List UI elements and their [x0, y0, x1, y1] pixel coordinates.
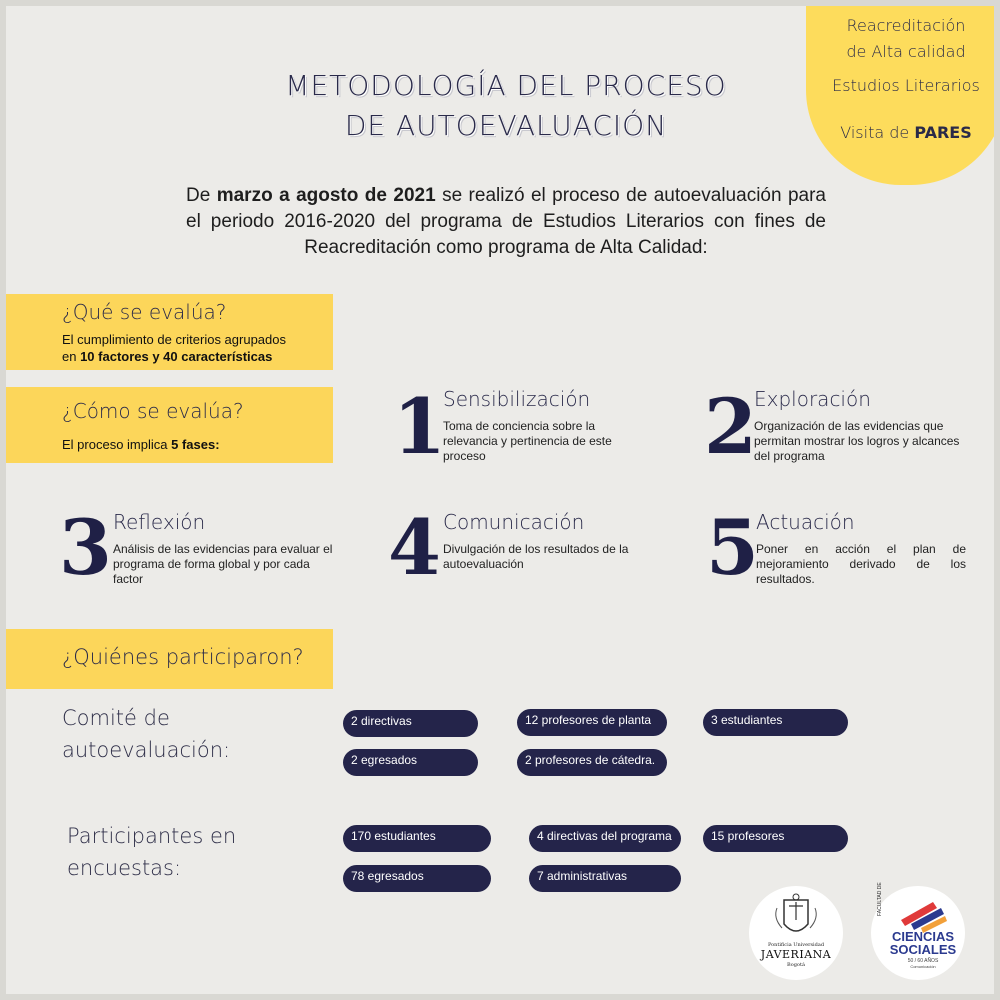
intro-post: se realizó el proceso de autoevaluación para el periodo 2016-2020 del programa de Estudios Literarios con fines de Reacreditación como programa de Alta Calidad:: [186, 185, 826, 258]
phase-1-title: Sensibilización: [443, 387, 591, 411]
comite-pill-profesores-planta: 12 profesores de planta: [517, 709, 667, 736]
phase-2-number: 2: [704, 382, 757, 471]
badge-line-1: Reacreditación: [846, 16, 966, 35]
badge-visit-bold: PARES: [914, 123, 972, 142]
comite-label-1: Comité de: [62, 706, 170, 730]
comite-label: [62, 702, 230, 766]
ciencias-word-2: SOCIALES: [889, 942, 957, 957]
badge-line-3: Estudios Literarios: [832, 76, 980, 95]
encuestas-pill-administrativas: 7 administrativas: [529, 865, 681, 892]
encuestas-pill-directivas: 4 directivas del programa: [529, 825, 681, 852]
intro-bold: marzo a agosto de 2021: [216, 185, 436, 206]
phase-2-desc: Organización de las evidencias que permitan mostrar los logros y alcances del programa: [754, 419, 960, 463]
que-line-2-bold: 10 factores y 40 características: [80, 349, 273, 364]
que-line-1: El cumplimiento de criterios agrupados: [62, 332, 286, 347]
encuestas-label-2: encuestas:: [67, 856, 182, 880]
phase-5-title: Actuación: [756, 510, 855, 534]
reaccreditation-badge: [806, 6, 994, 185]
comite-pill-egresados: 2 egresados: [343, 749, 478, 776]
como-se-evalua-box: [6, 387, 333, 463]
phase-1-number: 1: [393, 382, 446, 471]
quienes-box: [6, 629, 333, 689]
encuestas-pill-profesores: 15 profesores: [703, 825, 848, 852]
encuestas-label: [67, 820, 236, 884]
javeriana-logo: [749, 886, 843, 980]
badge-line-2: de Alta calidad: [846, 42, 966, 61]
ciencias-sociales-logo: [871, 882, 965, 980]
phase-4-desc: Divulgación de los resultados de la autoevaluación: [443, 542, 629, 571]
comite-pill-estudiantes: 3 estudiantes: [703, 709, 848, 736]
phase-3-number: 3: [59, 503, 112, 592]
que-line-2: [62, 349, 272, 364]
comite-pill-profesores-catedra: 2 profesores de cátedra.: [517, 749, 667, 776]
encuestas-pill-egresados: 78 egresados: [343, 865, 491, 892]
javeriana-small-text: Pontificia Universidad: [767, 942, 825, 948]
title-line-1: METODOLOGÍA DEL PROCESO: [285, 69, 727, 102]
title-line-2: DE AUTOEVALUACIÓN: [344, 109, 668, 142]
como-heading: ¿Cómo se evalúa?: [62, 399, 244, 423]
badge-visit: [806, 123, 994, 142]
comite-label-2: autoevaluación:: [62, 738, 231, 762]
ciencias-years: 50 / 60 AÑOS: [907, 958, 939, 964]
quienes-heading: ¿Quiénes participaron?: [62, 645, 304, 669]
javeriana-name: JAVERIANA: [760, 948, 832, 961]
javeriana-city: Bogotá: [787, 962, 805, 968]
que-heading: ¿Qué se evalúa?: [62, 300, 227, 324]
como-text: [62, 437, 220, 452]
intro-paragraph: [186, 183, 826, 261]
phase-5-desc: Poner en acción el plan de mejoramiento derivado de los resultados.: [756, 542, 966, 586]
badge-visit-prefix: Visita de: [840, 123, 910, 142]
encuestas-pill-estudiantes: 170 estudiantes: [343, 825, 491, 852]
como-text-pre: El proceso implica: [62, 437, 172, 452]
phase-1-desc: Toma de conciencia sobre la relevancia y pertinencia de este proceso: [443, 419, 612, 463]
phase-4-title: Comunicación: [443, 510, 585, 534]
phase-2-title: Exploración: [754, 387, 871, 411]
page-title: [226, 66, 786, 146]
phase-3-title: Reflexión: [113, 510, 206, 534]
que-line-2-pre: en: [62, 349, 81, 364]
comite-pill-directivas: 2 directivas: [343, 710, 478, 737]
encuestas-label-1: Participantes en: [67, 824, 237, 848]
intro-pre: De: [186, 185, 217, 206]
ciencias-dept: Comunicación: [910, 964, 936, 969]
infographic-page: [6, 6, 994, 994]
que-se-evalua-box: [6, 294, 333, 370]
como-text-bold: 5 fases:: [171, 437, 220, 452]
ciencias-facultad: FACULTAD DE: [877, 882, 883, 916]
ciencias-word-1: CIENCIAS: [891, 929, 955, 944]
phase-5-number: 5: [706, 503, 759, 592]
phase-4-number: 4: [388, 503, 441, 592]
phase-3-desc: Análisis de las evidencias para evaluar el programa de forma global y por cada factor: [113, 542, 333, 586]
